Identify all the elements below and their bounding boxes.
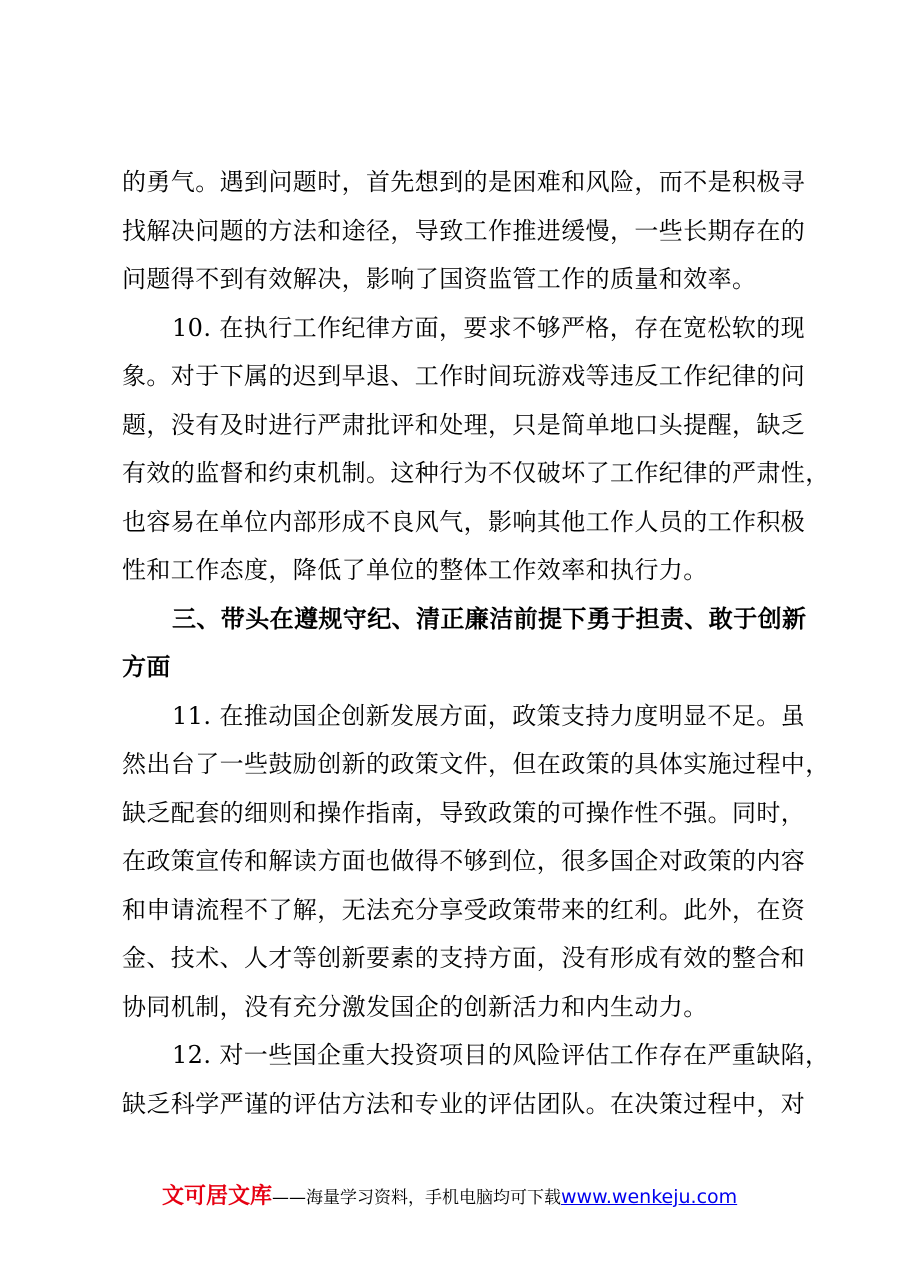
paragraph-line: 在政策宣传和解读方面也做得不够到位，很多国企对政策的内容 bbox=[122, 847, 806, 875]
paragraph-line: 12. 对一些国企重大投资项目的风险评估工作存在严重缺陷， bbox=[172, 1041, 830, 1069]
document-body bbox=[122, 158, 830, 1128]
section-heading-line: 三、带头在遵规守纪、清正廉洁前提下勇于担责、敢于创新 bbox=[172, 604, 807, 633]
paragraph-line: 缺乏配套的细则和操作指南，导致政策的可操作性不强。同时， bbox=[122, 798, 806, 827]
footer-description: ——海量学习资料，手机电脑均可下载 bbox=[272, 1188, 562, 1208]
paragraph-line: 象。对于下属的迟到早退、工作时间玩游戏等违反工作纪律的问 bbox=[122, 362, 806, 390]
footer-brand: 文可居文库 bbox=[162, 1184, 273, 1209]
paragraph-line: 问题得不到有效解决，影响了国资监管工作的质量和效率。 bbox=[122, 265, 757, 293]
footer-banner bbox=[162, 1182, 737, 1212]
paragraph-line: 10. 在执行工作纪律方面，要求不够严格，存在宽松软的现 bbox=[172, 313, 805, 342]
paragraph-line: 缺乏科学严谨的评估方法和专业的评估团队。在决策过程中，对 bbox=[122, 1089, 806, 1118]
footer-url-link[interactable]: www.wenkeju.com bbox=[561, 1186, 738, 1208]
paragraph-line: 也容易在单位内部形成不良风气，影响其他工作人员的工作积极 bbox=[122, 507, 806, 536]
paragraph-line: 有效的监督和约束机制。这种行为不仅破坏了工作纪律的严肃性， bbox=[122, 459, 830, 487]
paragraph-line: 和申请流程不了解，无法充分享受政策带来的红利。此外，在资 bbox=[122, 895, 806, 924]
paragraph-line: 11. 在推动国企创新发展方面，政策支持力度明显不足。虽 bbox=[172, 701, 805, 730]
section-heading-line: 方面 bbox=[122, 653, 171, 681]
paragraph-line: 性和工作态度，降低了单位的整体工作效率和执行力。 bbox=[122, 556, 708, 584]
paragraph-line: 题，没有及时进行严肃批评和处理，只是简单地口头提醒，缺乏 bbox=[122, 410, 806, 439]
paragraph-line: 找解决问题的方法和途径，导致工作推进缓慢，一些长期存在的 bbox=[122, 216, 806, 245]
paragraph-line: 协同机制，没有充分激发国企的创新活力和内生动力。 bbox=[122, 992, 708, 1021]
paragraph-line: 金、技术、人才等创新要素的支持方面，没有形成有效的整合和 bbox=[122, 944, 806, 972]
paragraph-line: 的勇气。遇到问题时，首先想到的是困难和风险，而不是积极寻 bbox=[122, 168, 806, 196]
paragraph-line: 然出台了一些鼓励创新的政策文件，但在政策的具体实施过程中， bbox=[122, 750, 830, 778]
